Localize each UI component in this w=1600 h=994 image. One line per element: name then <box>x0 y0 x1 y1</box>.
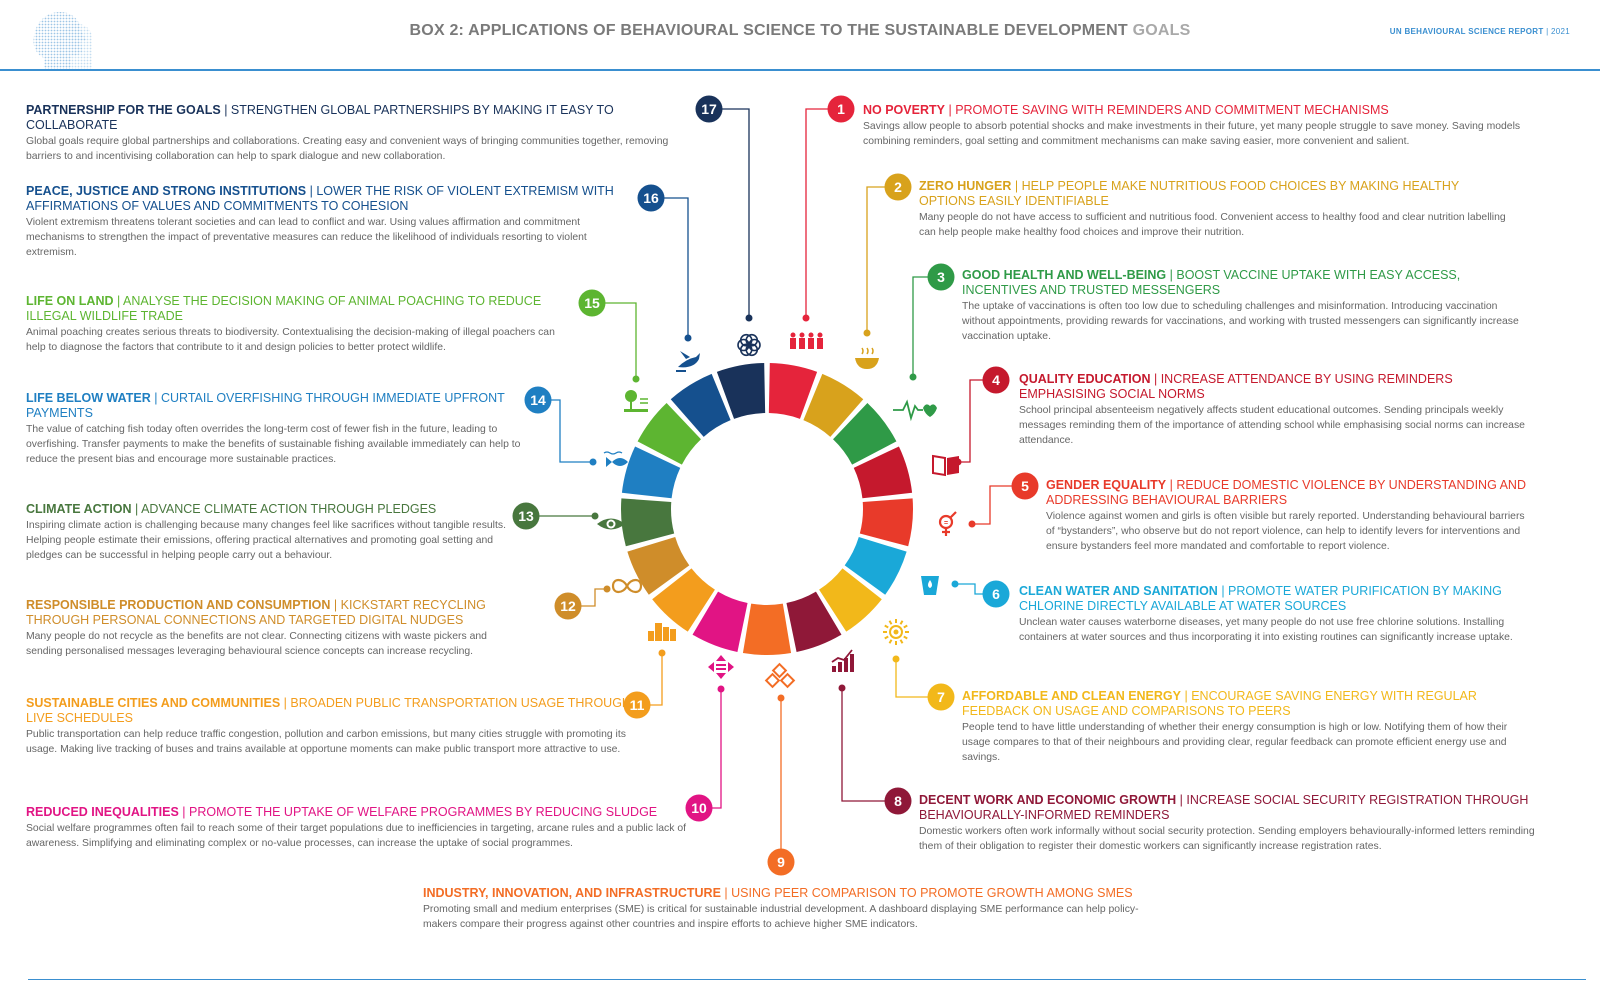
goal-description: Public transportation can help reduce traffic congestion, pollution and carbon emissions, but many cities struggle with promoting its usage. Making live tracking of buses and trains available at opportune moments can make public transport more attractive to use. <box>26 729 626 755</box>
dove-icon <box>676 351 700 372</box>
goal-subtitle: USING PEER COMPARISON TO PROMOTE GROWTH AMONG SMES <box>731 886 1133 900</box>
people-icon <box>790 333 823 350</box>
city-icon <box>648 623 676 641</box>
goal-description: School principal absenteeism negatively affects student educational outcomes. Sending principals weekly messages reminding them of the importance of attending school while emphasising social norms can increase attendance. <box>1019 405 1525 446</box>
goal-subtitle: BOOST VACCINE UPTAKE WITH EASY ACCESS, INCENTIVES AND TRUSTED MESSENGERS <box>962 268 1461 297</box>
footer-divider <box>28 979 1586 980</box>
connector-line-goal-10 <box>699 689 721 808</box>
wheel-segment-goal-5 <box>860 498 913 546</box>
report-label: UN BEHAVIOURAL SCIENCE REPORT | 2021 <box>1389 27 1570 36</box>
connector-line-goal-4 <box>958 380 996 462</box>
goal-separator: | <box>1179 793 1183 807</box>
connector-dot-goal-8 <box>839 685 846 692</box>
growth-chart-icon <box>832 650 854 672</box>
connector-dot-goal-6 <box>952 581 959 588</box>
connector-dot-goal-16 <box>685 335 692 342</box>
goal-subtitle: PROMOTE WATER PURIFICATION BY MAKING CHLORINE DIRECTLY AVAILABLE AT WATER SOURCES <box>1019 584 1502 613</box>
goal-description: Violence against women and girls is often visible but rarely reported. Understanding behavioural barriers of “bystanders”, who observe but do not report violence, can help to identify levers for interventions and ensure bystanders feel more mandated and comfortable to report violence. <box>1046 511 1525 552</box>
infinity-icon <box>613 580 641 592</box>
goal-subtitle: HELP PEOPLE MAKE NUTRITIOUS FOOD CHOICES BY MAKING HEALTHY OPTIONS EASILY IDENTIFIABLE <box>919 179 1459 208</box>
goal-subtitle: REDUCE DOMESTIC VIOLENCE BY UNDERSTANDING AND ADDRESSING BEHAVIOURAL BARRIERS <box>1046 478 1526 507</box>
goal-description: Promoting small and medium enterprises (SME) is critical for sustainable industrial development. A dashboard displaying SME performance can help policy-makers compare their progress against other countries and inspire efforts to achieve higher SME indicators. <box>423 904 1139 930</box>
equal-arrows-icon <box>708 655 734 679</box>
goal-number-text-10: 10 <box>691 800 707 816</box>
connector-dot-goal-17 <box>746 315 753 322</box>
goal-title: GENDER EQUALITY <box>1046 478 1167 492</box>
wheel-segment-goal-9 <box>743 604 791 655</box>
connector-dot-goal-2 <box>864 330 871 337</box>
goal-title: ZERO HUNGER <box>919 179 1012 193</box>
goal-subtitle: INCREASE SOCIAL SECURITY REGISTRATION THROUGH BEHAVIOURALLY-INFORMED REMINDERS <box>919 793 1529 822</box>
connector-line-goal-16 <box>651 198 688 338</box>
goal-text-block-10 <box>26 805 686 851</box>
goal-separator: | <box>283 696 287 710</box>
sun-icon <box>883 619 909 645</box>
goal-text-block-5 <box>1046 478 1536 554</box>
goal-number-text-13: 13 <box>518 508 534 524</box>
connector-line-goal-8 <box>842 688 898 801</box>
goal-title: SUSTAINABLE CITIES AND COMMUNITIES <box>26 696 281 710</box>
goal-description: Unclean water causes waterborne diseases, yet many people do not use free chlorine solutions. Installing containers at water sources and thus incorporating it into existing routines can significantly increase uptake. <box>1019 617 1513 643</box>
goal-description: Savings allow people to absorb potential shocks and make investments in their future, yet many people struggle to save money. Saving models combining reminders, goal setting and commitment mechanisms can make saving easier, more convenient and salient. <box>863 121 1521 147</box>
goal-number-text-16: 16 <box>643 190 659 206</box>
goal-description: Many people do not have access to sufficient and nutritious food. Convenient access to healthy food and clear nutrition labelling can help people make healthy food choices and improve their nutrition. <box>919 212 1506 238</box>
goal-separator: | <box>1014 179 1019 193</box>
goal-title: INDUSTRY, INNOVATION, AND INFRASTRUCTURE <box>423 886 721 900</box>
goal-text-block-11 <box>26 696 636 757</box>
goal-text-block-13 <box>26 502 516 563</box>
goal-separator: | <box>224 103 228 117</box>
goal-number-text-9: 9 <box>777 854 785 870</box>
goal-title: DECENT WORK AND ECONOMIC GROWTH <box>919 793 1177 807</box>
connector-line-goal-17 <box>709 109 749 318</box>
goal-subtitle: CURTAIL OVERFISHING THROUGH IMMEDIATE UPFRONT PAYMENTS <box>26 391 505 420</box>
goal-separator: | <box>154 391 158 405</box>
goal-number-text-1: 1 <box>837 101 845 117</box>
connector-dot-goal-15 <box>633 376 640 383</box>
goal-number-text-17: 17 <box>701 101 717 117</box>
goal-title: RESPONSIBLE PRODUCTION AND CONSUMPTION <box>26 598 331 612</box>
goal-description: The value of catching fish today often overrides the long-term cost of fewer fish in the future, leading to overfishing. Transfer payments to make the benefits of sustainable fishing available immediately can help to reduce the present bias and encourage more sustainable practices. <box>26 424 521 465</box>
goal-number-text-8: 8 <box>894 793 902 809</box>
goal-number-text-6: 6 <box>992 586 1000 602</box>
connector-line-goal-3 <box>913 277 941 377</box>
goal-title: AFFORDABLE AND CLEAN ENERGY <box>962 689 1181 703</box>
goal-separator: | <box>333 598 338 612</box>
goal-number-text-15: 15 <box>584 295 600 311</box>
goal-number-text-5: 5 <box>1021 478 1029 494</box>
goal-subtitle: ENCOURAGE SAVING ENERGY WITH REGULAR FEEDBACK ON USAGE AND COMPARISONS TO PEERS <box>962 689 1477 718</box>
cubes-icon <box>766 664 794 687</box>
goal-title: CLEAN WATER AND SANITATION <box>1019 584 1218 598</box>
goal-title: GOOD HEALTH AND WELL-BEING <box>962 268 1167 282</box>
goal-description: Global goals require global partnerships and collaborations. Creating easy and convenient ways of bringing communities together, removing barriers to and incentivising collaboration can help to spark dialogue and new collaboration. <box>26 136 669 162</box>
goal-description: Inspiring climate action is challenging because many changes feel like sacrifices without tangible results. Helping people estimate their emissions, offering practical alternatives and promoting goal setting and pledges can be successful in helping people carry out a behaviour. <box>26 520 506 561</box>
goal-subtitle: BROADEN PUBLIC TRANSPORTATION USAGE THROUGH LIVE SCHEDULES <box>26 696 631 725</box>
goal-number-text-11: 11 <box>629 697 645 713</box>
goal-separator: | <box>116 294 121 308</box>
connector-dot-goal-3 <box>910 374 917 381</box>
goal-number-text-3: 3 <box>937 269 945 285</box>
goal-subtitle: INCREASE ATTENDANCE BY USING REMINDERS EMPHASISING SOCIAL NORMS <box>1019 372 1453 401</box>
goal-description: People tend to have little understanding of whether their energy consumption is high or low. Notifying them of how their usage compares to that of their neighbours and providing clear, regular feedback can promote efficient energy use and savings. <box>962 722 1508 763</box>
goal-description: Animal poaching creates serious threats to biodiversity. Contextualising the decision-making of illegal poachers can help to diagnose the factors that contribute to it and design policies to better protect wildlife. <box>26 327 555 353</box>
goal-subtitle: PROMOTE THE UPTAKE OF WELFARE PROGRAMMES BY REDUCING SLUDGE <box>189 805 658 819</box>
flower-icon <box>738 335 760 356</box>
food-bowl-icon <box>855 348 879 369</box>
connector-line-goal-1 <box>806 109 841 318</box>
goal-number-text-12: 12 <box>560 598 576 614</box>
goal-title: LIFE ON LAND <box>26 294 114 308</box>
goal-title: LIFE BELOW WATER <box>26 391 151 405</box>
connector-dot-goal-5 <box>969 521 976 528</box>
goal-text-block-14 <box>26 391 536 467</box>
connector-dot-goal-13 <box>592 513 599 520</box>
connector-line-goal-2 <box>867 187 898 333</box>
goal-text-block-7 <box>962 689 1522 765</box>
goal-number-text-14: 14 <box>530 392 546 408</box>
goal-separator: | <box>1221 584 1225 598</box>
goal-subtitle: LOWER THE RISK OF VIOLENT EXTREMISM WITH AFFIRMATIONS OF VALUES AND COMMITMENTS TO COHESION <box>26 184 614 213</box>
eye-globe-icon <box>597 519 625 530</box>
goal-number-text-7: 7 <box>937 689 945 705</box>
goal-separator: | <box>135 502 139 516</box>
goal-title: QUALITY EDUCATION <box>1019 372 1151 386</box>
goal-description: Domestic workers often work informally without social security protection. Sending employers behaviourally-informed letters reminding them of their obligation to register their domestic workers can significantly increase registration rates. <box>919 826 1535 852</box>
goal-description: Violent extremism threatens tolerant societies and can lead to conflict and war. Using values affirmation and commitment mechanisms to strengthen the impact of preventative measures can reduce the likelihood of individuals resorting to violent extremism. <box>26 217 587 258</box>
goal-title: CLIMATE ACTION <box>26 502 132 516</box>
goal-text-block-12 <box>26 598 526 659</box>
goal-number-text-4: 4 <box>992 372 1000 388</box>
goal-separator: | <box>948 103 952 117</box>
goal-subtitle: ADVANCE CLIMATE ACTION THROUGH PLEDGES <box>141 502 437 516</box>
goal-separator: | <box>1169 268 1173 282</box>
connector-dot-goal-1 <box>803 315 810 322</box>
goal-title: REDUCED INEQUALITIES <box>26 805 179 819</box>
goal-title: PARTNERSHIP FOR THE GOALS <box>26 103 221 117</box>
wheel-segment-goal-13 <box>621 498 674 546</box>
goal-separator: | <box>309 184 313 198</box>
book-icon <box>933 456 959 475</box>
goal-text-block-4 <box>1019 372 1529 448</box>
goal-separator: | <box>1153 372 1158 386</box>
goal-subtitle: PROMOTE SAVING WITH REMINDERS AND COMMITMENT MECHANISMS <box>955 103 1389 117</box>
connector-dot-goal-9 <box>778 695 785 702</box>
goal-separator: | <box>724 886 728 900</box>
goal-text-block-15 <box>26 294 556 355</box>
goal-subtitle: STRENGTHEN GLOBAL PARTNERSHIPS BY MAKING IT EASY TO COLLABORATE <box>26 103 614 132</box>
connector-dot-goal-14 <box>590 459 597 466</box>
goal-text-block-8 <box>919 793 1539 854</box>
tree-icon <box>624 390 648 412</box>
goal-text-block-2 <box>919 179 1509 240</box>
goal-text-block-16 <box>26 184 626 260</box>
water-drop-icon <box>921 576 939 595</box>
page-title: BOX 2: APPLICATIONS OF BEHAVIOURAL SCIENCE TO THE SUSTAINABLE DEVELOPMENT GOALS <box>409 22 1191 39</box>
goal-separator: | <box>182 805 186 819</box>
goal-description: Many people do not recycle as the benefits are not clear. Connecting citizens with waste pickers and sending personalised messages leveraging behavioural science concepts can increase recycling. <box>26 631 487 657</box>
goal-subtitle: ANALYSE THE DECISION MAKING OF ANIMAL POACHING TO REDUCE ILLEGAL WILDLIFE TRADE <box>26 294 542 323</box>
goal-text-block-3 <box>962 268 1530 344</box>
goal-text-block-6 <box>1019 584 1539 645</box>
goal-title: NO POVERTY <box>863 103 945 117</box>
goal-separator: | <box>1184 689 1188 703</box>
connector-dot-goal-10 <box>718 686 725 693</box>
goal-description: The uptake of vaccinations is often too low due to scheduling challenges and misinformation. Introducing vaccination without appointments, providing rewards for vaccinations, and working with trusted messengers can significantly increase vaccination uptake. <box>962 301 1519 342</box>
svg-text:=: = <box>943 520 949 527</box>
goal-description: Social welfare programmes often fail to reach some of their target populations due to inefficiencies in targeting, arcane rules and a public lack of awareness. Simplifying and eliminating complex or no-value processes, can increase the uptake of social programmes. <box>26 823 686 849</box>
connector-dot-goal-12 <box>604 586 611 593</box>
goal-text-block-1 <box>863 103 1543 149</box>
goal-text-block-9 <box>423 886 1143 932</box>
goal-text-block-17 <box>26 103 696 164</box>
goal-title: PEACE, JUSTICE AND STRONG INSTITUTIONS <box>26 184 307 198</box>
goal-separator: | <box>1169 478 1173 492</box>
connector-dot-goal-7 <box>893 656 900 663</box>
gender-icon <box>940 512 956 536</box>
goal-number-text-2: 2 <box>894 179 902 195</box>
goal-subtitle: KICKSTART RECYCLING THROUGH PERSONAL CONNECTIONS AND TARGETED DIGITAL NUDGES <box>26 598 486 627</box>
heartbeat-icon <box>893 402 937 418</box>
fish-icon <box>604 452 628 467</box>
connector-dot-goal-11 <box>659 650 666 657</box>
